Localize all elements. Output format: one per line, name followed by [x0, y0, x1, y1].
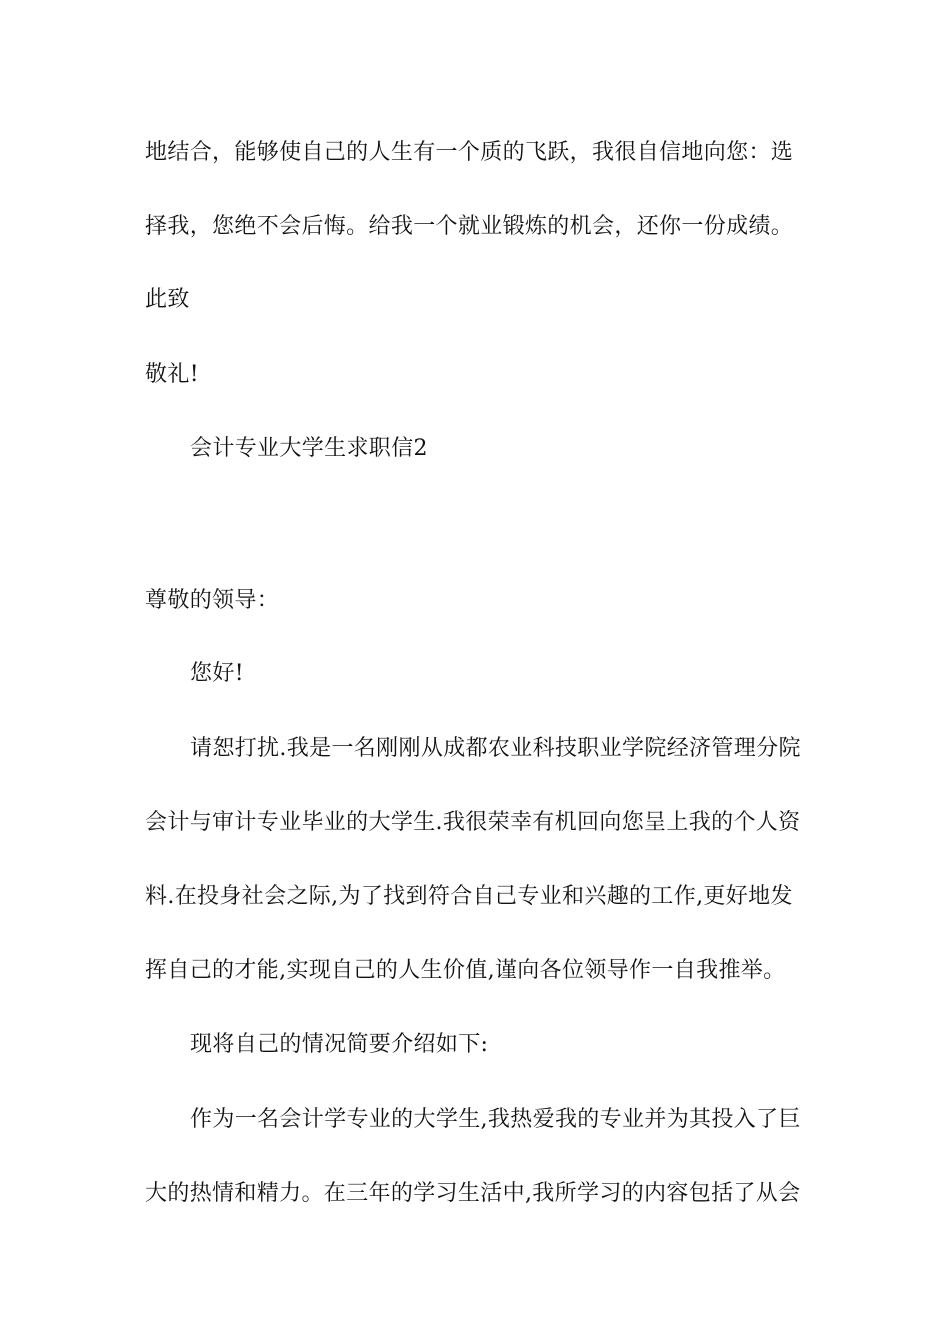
body-text-line: 择我，您绝不会后悔。给我一个就业锻炼的机会，还你一份成绩。: [145, 214, 794, 239]
body-text-line: 料.在投身社会之际,为了找到符合自己专业和兴趣的工作,更好地发: [145, 884, 793, 909]
body-text-line: 会计与审计专业毕业的大学生.我很荣幸有机回向您呈上我的个人资: [145, 810, 801, 835]
body-text-line: 作为一名会计学专业的大学生,我热爱我的专业并为其投入了巨: [190, 1107, 801, 1132]
body-text-line: 大的热情和精力。在三年的学习生活中,我所学习的内容包括了从会: [145, 1181, 801, 1206]
body-text-line: 请恕打扰.我是一名刚刚从成都农业科技职业学院经济管理分院: [190, 736, 801, 761]
section-title: 会计专业大学生求职信2: [190, 436, 428, 461]
closing-regards: 敬礼!: [145, 362, 199, 387]
greeting-hello: 您好!: [190, 661, 244, 686]
greeting-line: 尊敬的领导：: [145, 588, 280, 613]
body-text-line: 现将自己的情况简要介绍如下:: [190, 1032, 489, 1057]
body-text-line: 地结合，能够使自己的人生有一个质的飞跃，我很自信地向您：选: [145, 140, 794, 165]
closing-salutation: 此致: [145, 287, 190, 312]
body-text-line: 挥自己的才能,实现自己的人生价值,谨向各位领导作一自我推举。: [145, 958, 786, 983]
